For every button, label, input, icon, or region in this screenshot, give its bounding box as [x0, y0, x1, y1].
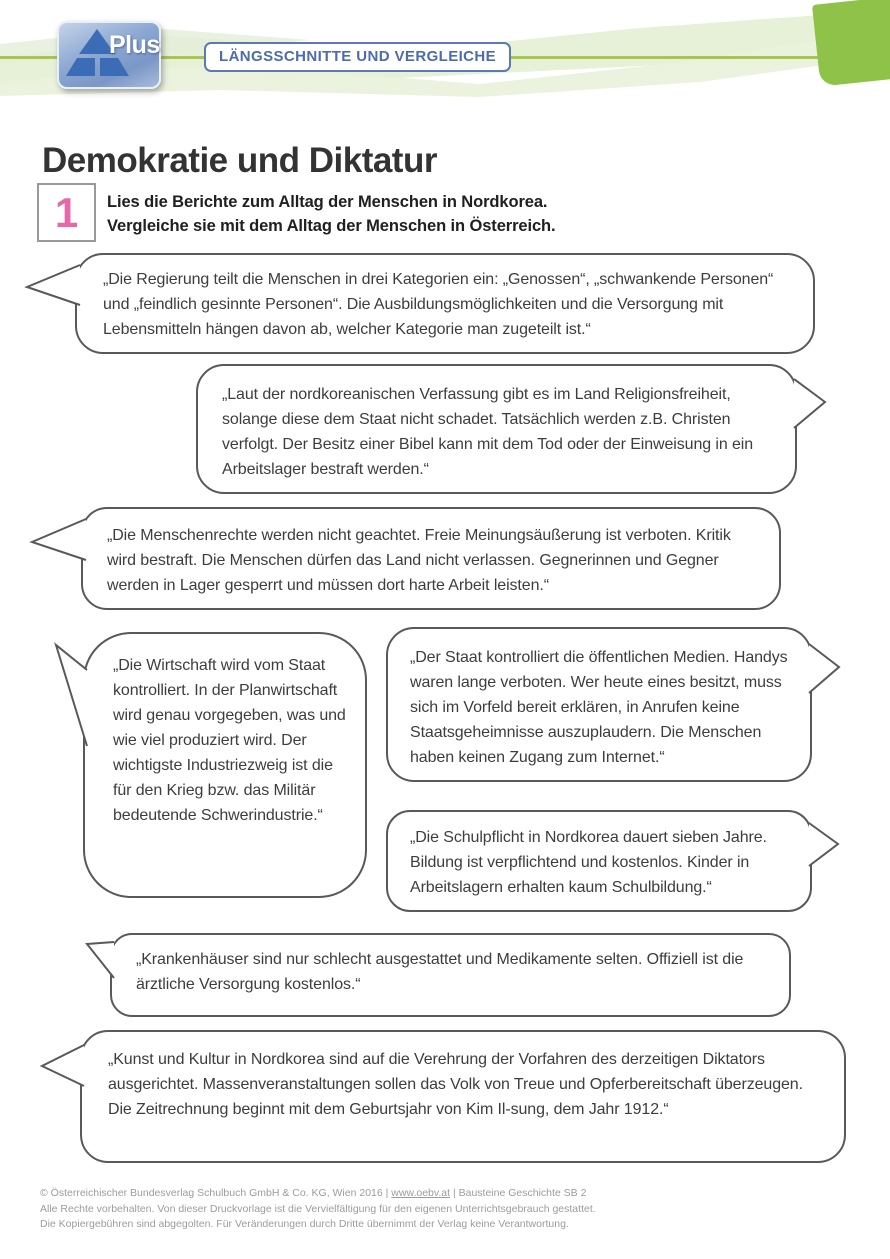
bubble-text: „Kunst und Kultur in Nordkorea sind auf die Verehrung der Vorfahren des derzeitigen Diktators ausgerichtet. Massenveranstaltungen sollen das Volk von Treue und Opferbereitschaft überzeugen. Die Zeitrechnung beginnt mit dem Geburtsjahr von Kim Il-sung, dem Jahr 1912.“ — [108, 1051, 803, 1118]
bubble-text: „Die Regierung teilt die Menschen in drei Kategorien ein: „Genossen“, „schwankende Personen“ und „feindlich gesinnte Personen“. Die Ausbildungsmöglichkeiten und die Versorgung mit Lebensmitteln hängen davon ab, welcher Kategorie man zugeteilt ist.“ — [103, 271, 774, 338]
footer-line3: Die Kopiergebühren sind abgegolten. Für Veränderungen durch Dritte übernimmt der Verlag keine Verantwortung. — [40, 1218, 569, 1230]
page-header — [0, 0, 890, 120]
category-badge — [204, 42, 511, 72]
green-corner-block — [812, 0, 890, 87]
speech-bubble-kultur — [80, 1030, 846, 1163]
task-instruction-line2: Vergleiche sie mit dem Alltag der Menschen in Österreich. — [107, 217, 556, 235]
speech-tail-right-icon — [807, 820, 840, 870]
speech-bubble-religion — [196, 364, 797, 494]
bubble-text: „Die Menschenrechte werden nicht geachtet. Freie Meinungsäußerung ist verboten. Kritik wird bestraft. Die Menschen dürfen das Land nicht verlassen. Gegnerinnen und Gegner werden in Lager gesperrt und müssen dort harte Arbeit leisten.“ — [107, 527, 731, 594]
speech-tail-upper-left-icon — [53, 642, 89, 750]
oebv-plus-logo — [57, 21, 161, 89]
speech-bubble-gesundheit — [110, 933, 791, 1017]
bubble-text: „Laut der nordkoreanischen Verfassung gibt es im Land Religionsfreiheit, solange diese dem Staat nicht schadet. Tatsächlich werden z.B. Christen verfolgt. Der Besitz einer Bibel kann mit dem Tod oder der Einweisung in ein Arbeitslager bestraft werden.“ — [222, 386, 754, 478]
bubble-text: „Die Schulpflicht in Nordkorea dauert sieben Jahre. Bildung ist verpflichtend und kostenlos. Kinder in Arbeitslagern erhalten kaum Schulbildung.“ — [410, 829, 767, 896]
bubble-text: „Der Staat kontrolliert die öffentlichen Medien. Handys waren lange verboten. Wer heute eines besitzt, muss sich im Vorfeld bereit erklären, in Anrufen keine Staatsgeheimnisse auszuplaudern. Die Menschen haben keinen Zugang zum Internet.“ — [410, 649, 788, 766]
publisher-link[interactable]: www.oebv.at — [391, 1187, 451, 1199]
bubble-text: „Krankenhäuser sind nur schlecht ausgestattet und Medikamente selten. Offiziell ist die ärztliche Versorgung kostenlos.“ — [136, 951, 744, 993]
speech-bubble-schule — [386, 810, 812, 912]
task-instruction-line1: Lies die Berichte zum Alltag der Menschen in Nordkorea. — [107, 193, 548, 211]
bubble-text: „Die Wirtschaft wird vom Staat kontrolliert. In der Planwirtschaft wird genau vorgegeben, was und wie viel produziert wird. Der wichtigste Industriezweig ist die für den Krieg bzw. das Militär bedeutende Schwerindustrie.“ — [113, 657, 346, 824]
speech-bubble-kategorien — [75, 253, 815, 354]
speech-tail-right-icon — [807, 641, 841, 697]
category-label: LÄNGSSCHNITTE UND VERGLEICHE — [219, 48, 497, 65]
footer-line2: Alle Rechte vorbehalten. Von dieser Druckvorlage ist die Vervielfältigung für den eigenen Unterrichtsgebrauch gestattet. — [40, 1202, 596, 1215]
speech-tail-right-icon — [792, 376, 827, 432]
speech-tail-left-icon — [85, 936, 116, 980]
speech-bubble-wirtschaft — [83, 632, 367, 898]
task-instructions — [107, 190, 747, 238]
speech-tail-left-icon — [39, 1041, 86, 1089]
speech-bubble-menschenrechte — [81, 507, 781, 610]
copyright-footer — [40, 1186, 860, 1233]
footer-copyright: © Österreichischer Bundesverlag Schulbuch GmbH & Co. KG, Wien 2016 | — [40, 1187, 392, 1199]
speech-tail-left-icon — [24, 262, 81, 308]
task-number: 1 — [54, 188, 79, 236]
speech-tail-left-icon — [29, 515, 87, 563]
speech-bubble-medien — [386, 627, 812, 782]
footer-line1 — [40, 1186, 860, 1202]
task-number-box — [37, 183, 96, 242]
page-title: Demokratie und Diktatur — [42, 141, 437, 181]
footer-book-title: | Bausteine Geschichte SB 2 — [450, 1187, 587, 1199]
logo-plus-label: Plus — [109, 31, 160, 59]
